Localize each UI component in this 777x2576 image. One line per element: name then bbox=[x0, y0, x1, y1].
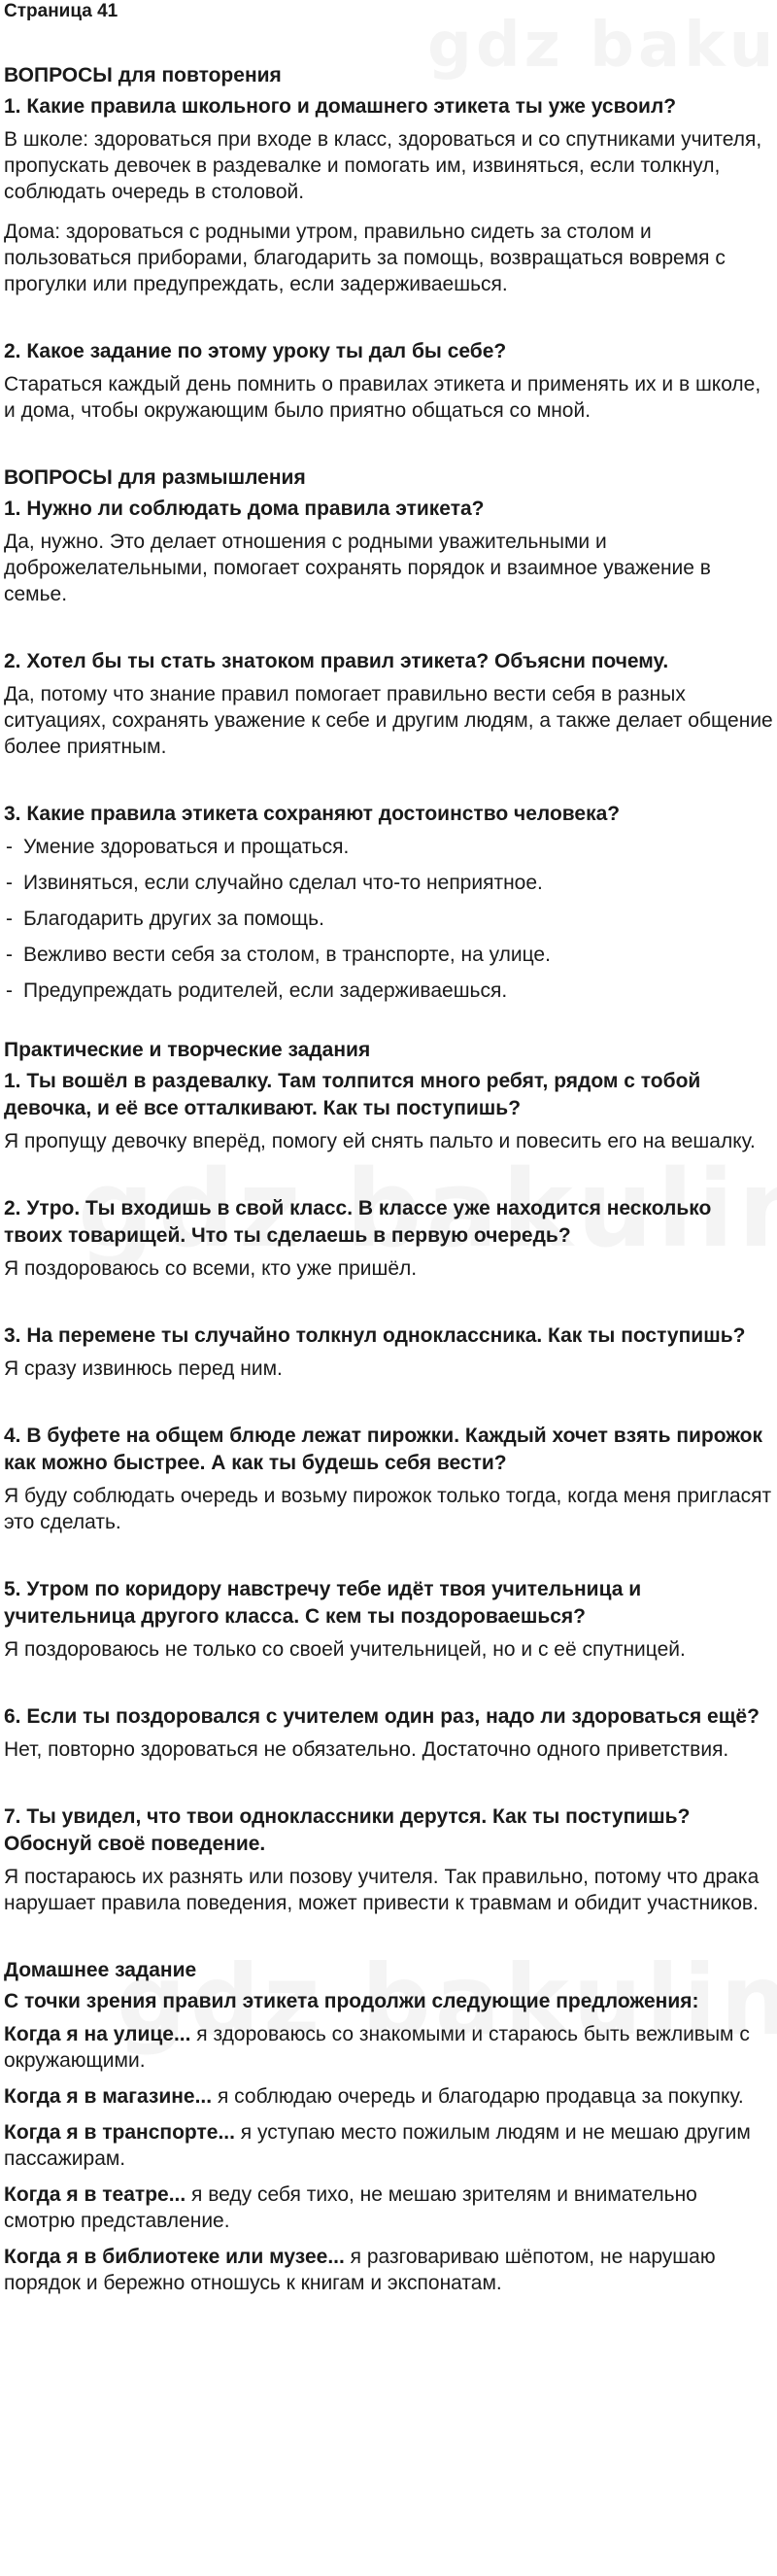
homework-lead: Когда я на улице... bbox=[4, 2023, 191, 2045]
answer: Я постараюсь их разнять или позову учителя. Так правильно, потому что драка нарушает правила поведения, может привести к травмам и обидит участников. bbox=[4, 1866, 760, 1914]
section-heading-homework: Домашнее задание bbox=[4, 1959, 197, 1981]
list-item: - Предупреждать родителей, если задерживаешься. bbox=[4, 978, 773, 1004]
homework-item bbox=[4, 2244, 773, 2296]
list-item: - Благодарить других за помощь. bbox=[4, 906, 773, 932]
question: 1. Какие правила школьного и домашнего этикета ты уже усвоил? bbox=[4, 95, 677, 118]
answer: Да, потому что знание правил помогает правильно вести себя в разных ситуациях, сохранять уважение к себе и другим людям, а также делает общение более приятным. bbox=[4, 683, 773, 758]
question: 2. Какое задание по этому уроку ты дал бы себе? bbox=[4, 340, 507, 362]
homework-item bbox=[4, 2181, 773, 2234]
question: 3. На перемене ты случайно толкнул одноклассника. Как ты поступишь? bbox=[4, 1324, 746, 1347]
answer: Я пропущу девочку вперёд, помогу ей снять пальто и повесить его на вешалку. bbox=[4, 1130, 756, 1152]
homework-text: я уступаю место пожилым людям и не мешаю другим пассажирам. bbox=[4, 2121, 751, 2170]
answer: Нет, повторно здороваться не обязательно. Достаточно одного приветствия. bbox=[4, 1738, 729, 1761]
answer: Стараться каждый день помнить о правилах этикета и применять их и в школе, и дома, чтобы окружающим было приятно общаться со мной. bbox=[4, 373, 761, 422]
answer: Дома: здороваться с родными утром, правильно сидеть за столом и пользоваться приборами, благодарить за помощь, возвращаться вовремя с прогулки или предупреждать, если задерживаешься. bbox=[4, 221, 726, 295]
rules-list bbox=[4, 834, 773, 1004]
question: 1. Ты вошёл в раздевалку. Там толпится много ребят, рядом с тобой девочка, и её все отталкивают. Как ты поступишь? bbox=[4, 1070, 701, 1119]
answer: Я поздороваюсь не только со своей учительницей, но и с её спутницей. bbox=[4, 1638, 686, 1661]
list-item: - Вежливо вести себя за столом, в транспорте, на улице. bbox=[4, 942, 773, 968]
section-heading-practice: Практические и творческие задания bbox=[4, 1039, 371, 1061]
question: 7. Ты увидел, что твои одноклассники дерутся. Как ты поступишь? Обоснуй своё поведение. bbox=[4, 1805, 691, 1855]
homework-lead: Когда я в театре... bbox=[4, 2183, 186, 2206]
answer: В школе: здороваться при входе в класс, здороваться и со спутниками учителя, пропускать девочек в раздевалке и помогать им, извиняться, если толкнул, соблюдать очередь в столовой. bbox=[4, 128, 762, 203]
homework-lead: Когда я в транспорте... bbox=[4, 2121, 235, 2144]
question: 5. Утром по коридору навстречу тебе идёт твоя учительница и учительница другого класса. С кем ты поздороваешься? bbox=[4, 1578, 642, 1628]
homework-text: я разговариваю шёпотом, не нарушаю порядок и бережно отношусь к книгам и экспонатам. bbox=[4, 2246, 716, 2294]
question: 3. Какие правила этикета сохраняют достоинство человека? bbox=[4, 803, 621, 825]
homework-item bbox=[4, 2083, 773, 2110]
answer: Я сразу извинюсь перед ним. bbox=[4, 1357, 283, 1380]
homework-item bbox=[4, 2021, 773, 2074]
homework-instruction: С точки зрения правил этикета продолжи следующие предложения: bbox=[4, 1990, 699, 2012]
list-item: - Извиняться, если случайно сделал что-то неприятное. bbox=[4, 870, 773, 896]
question: 1. Нужно ли соблюдать дома правила этикета? bbox=[4, 498, 485, 520]
section-heading-review: ВОПРОСЫ для повторения bbox=[4, 64, 282, 86]
answer: Я буду соблюдать очередь и возьму пирожок только тогда, когда меня пригласят это сделать. bbox=[4, 1485, 772, 1533]
page-title: Страница 41 bbox=[4, 1, 118, 21]
homework-item bbox=[4, 2119, 773, 2172]
homework-text: я веду себя тихо, не мешаю зрителям и внимательно смотрю представление. bbox=[4, 2183, 697, 2232]
homework-text: я здороваюсь со знакомыми и стараюсь быть вежливым с окружающими. bbox=[4, 2023, 750, 2072]
list-item: - Умение здороваться и прощаться. bbox=[4, 834, 773, 860]
section-heading-reflection: ВОПРОСЫ для размышления bbox=[4, 466, 306, 489]
answer: Да, нужно. Это делает отношения с родными уважительными и доброжелательными, помогает сохранять порядок и взаимное уважение в семье. bbox=[4, 531, 711, 605]
homework-text: я соблюдаю очередь и благодарю продавца за покупку. bbox=[212, 2085, 744, 2108]
homework-lead: Когда я в магазине... bbox=[4, 2085, 213, 2108]
homework-lead: Когда я в библиотеке или музее... bbox=[4, 2246, 345, 2268]
question: 4. В буфете на общем блюде лежат пирожки. Каждый хочет взять пирожок как можно быстрее. А как ты будешь себя вести? bbox=[4, 1425, 763, 1474]
question: 2. Хотел бы ты стать знатоком правил этикета? Объясни почему. bbox=[4, 650, 669, 672]
answer: Я поздороваюсь со всеми, кто уже пришёл. bbox=[4, 1257, 418, 1280]
question: 2. Утро. Ты входишь в свой класс. В классе уже находится несколько твоих товарищей. Что ты сделаешь в первую очередь? bbox=[4, 1197, 712, 1247]
question: 6. Если ты поздоровался с учителем один раз, надо ли здороваться ещё? bbox=[4, 1705, 760, 1728]
